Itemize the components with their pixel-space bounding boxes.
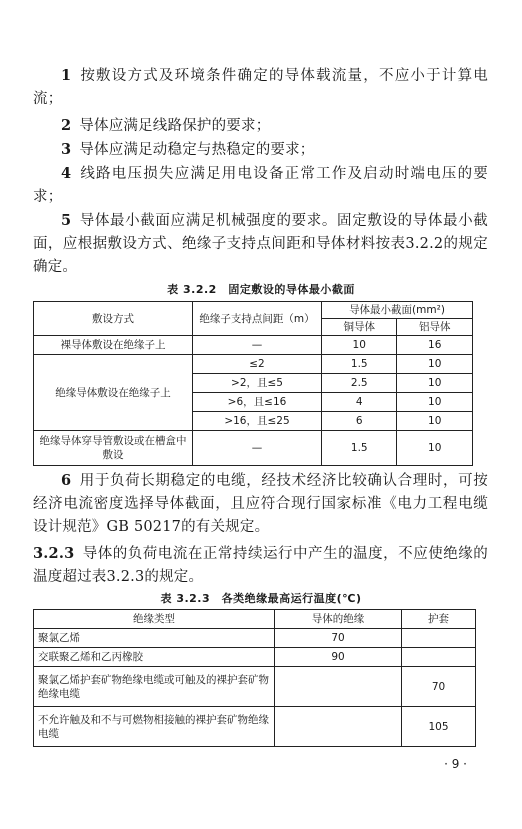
clause-text: 导体的负荷电流在正常持续运行中产生的温度，不应使绝缘的温度超过表3.2.3的规定。 [33, 546, 488, 585]
table-row [34, 629, 476, 648]
table-cell [275, 667, 402, 707]
clause-3 [33, 138, 488, 162]
clause-6 [33, 469, 488, 539]
table-header: 绝缘子支持点间距（m） [193, 302, 322, 336]
table-header: 护套 [402, 610, 476, 629]
table-cell: 90 [275, 648, 402, 667]
table-cell: 10 [397, 355, 473, 374]
table-row [34, 355, 473, 374]
clause-text: 线路电压损失应满足用电设备正常工作及启动时端电压的要求； [33, 166, 488, 205]
clause-number: 6 [61, 472, 72, 489]
table-cell: 聚氯乙烯 [34, 629, 275, 648]
table-cell: >6，且≤16 [193, 393, 322, 412]
table-header: 导体最小截面(mm²) [322, 302, 473, 319]
clause-number: 3.2.3 [33, 545, 75, 562]
table-header: 导体的绝缘 [275, 610, 402, 629]
table-3-2-3 [33, 609, 476, 747]
table-cell: 不允许触及和不与可燃物相接触的裸护套矿物绝缘电缆 [34, 707, 275, 747]
clause-1 [33, 64, 488, 111]
table-cell: — [193, 431, 322, 466]
clause-5 [33, 209, 488, 279]
table-cell: 70 [275, 629, 402, 648]
table-header: 铝导体 [397, 319, 473, 336]
table-row [34, 667, 476, 707]
table-cell: 聚氯乙烯护套矿物绝缘电缆或可触及的裸护套矿物绝缘电缆 [34, 667, 275, 707]
table-header: 绝缘类型 [34, 610, 275, 629]
table-3-2-2-caption: 表 3.2.2 固定敷设的导体最小截面 [167, 283, 355, 296]
clause-number: 3 [61, 141, 72, 158]
clause-number: 4 [61, 165, 72, 182]
table-header: 铜导体 [322, 319, 397, 336]
table-cell: 绝缘导体穿导管敷设或在槽盒中敷设 [34, 431, 193, 466]
clause-2 [33, 114, 488, 138]
table-3-2-3-caption: 表 3.2.3 各类绝缘最高运行温度(℃) [160, 592, 362, 605]
table-cell [402, 648, 476, 667]
clause-text: 用于负荷长期稳定的电缆，经技术经济比较确认合理时，可按经济电流密度选择导体截面，且应符合现行国家标准《电力工程电缆设计规范》GB 50217的有关规定。 [33, 473, 488, 535]
table-row [34, 707, 476, 747]
table-cell [402, 629, 476, 648]
table-cell: 16 [397, 336, 473, 355]
clause-text: 导体应满足动稳定与热稳定的要求； [79, 142, 315, 158]
table-cell: 4 [322, 393, 397, 412]
page-number: · 9 · [444, 757, 467, 771]
clause-number: 2 [61, 117, 72, 134]
table-cell: 1.5 [322, 355, 397, 374]
clause-4 [33, 162, 488, 209]
table-cell [275, 707, 402, 747]
table-cell: 10 [397, 431, 473, 466]
table-cell: ≤2 [193, 355, 322, 374]
table-cell: 1.5 [322, 431, 397, 466]
clause-text: 导体最小截面应满足机械强度的要求。固定敷设的导体最小截面，应根据敷设方式、绝缘子支持点间距和导体材料按表3.2.2的规定确定。 [33, 213, 488, 275]
table-cell: 绝缘导体敷设在绝缘子上 [34, 355, 193, 431]
table-cell: — [193, 336, 322, 355]
table-cell: >16，且≤25 [193, 412, 322, 431]
table-cell: 10 [397, 374, 473, 393]
table-3-2-2 [33, 301, 473, 466]
table-cell: 10 [397, 393, 473, 412]
clause-text: 导体应满足线路保护的要求； [79, 118, 271, 134]
clause-text: 按敷设方式及环境条件确定的导体载流量，不应小于计算电流； [33, 68, 488, 107]
table-cell: 105 [402, 707, 476, 747]
table-header: 敷设方式 [34, 302, 193, 336]
table-cell: 2.5 [322, 374, 397, 393]
table-row [34, 648, 476, 667]
table-cell: 裸导体敷设在绝缘子上 [34, 336, 193, 355]
table-cell: 10 [322, 336, 397, 355]
clause-number: 5 [61, 212, 72, 229]
table-cell: 10 [397, 412, 473, 431]
table-cell: 6 [322, 412, 397, 431]
clause-3-2-3 [33, 542, 488, 589]
table-cell: 交联聚乙烯和乙丙橡胶 [34, 648, 275, 667]
table-cell: 70 [402, 667, 476, 707]
clause-number: 1 [61, 67, 72, 84]
table-cell: >2，且≤5 [193, 374, 322, 393]
table-row [34, 336, 473, 355]
table-row [34, 431, 473, 466]
